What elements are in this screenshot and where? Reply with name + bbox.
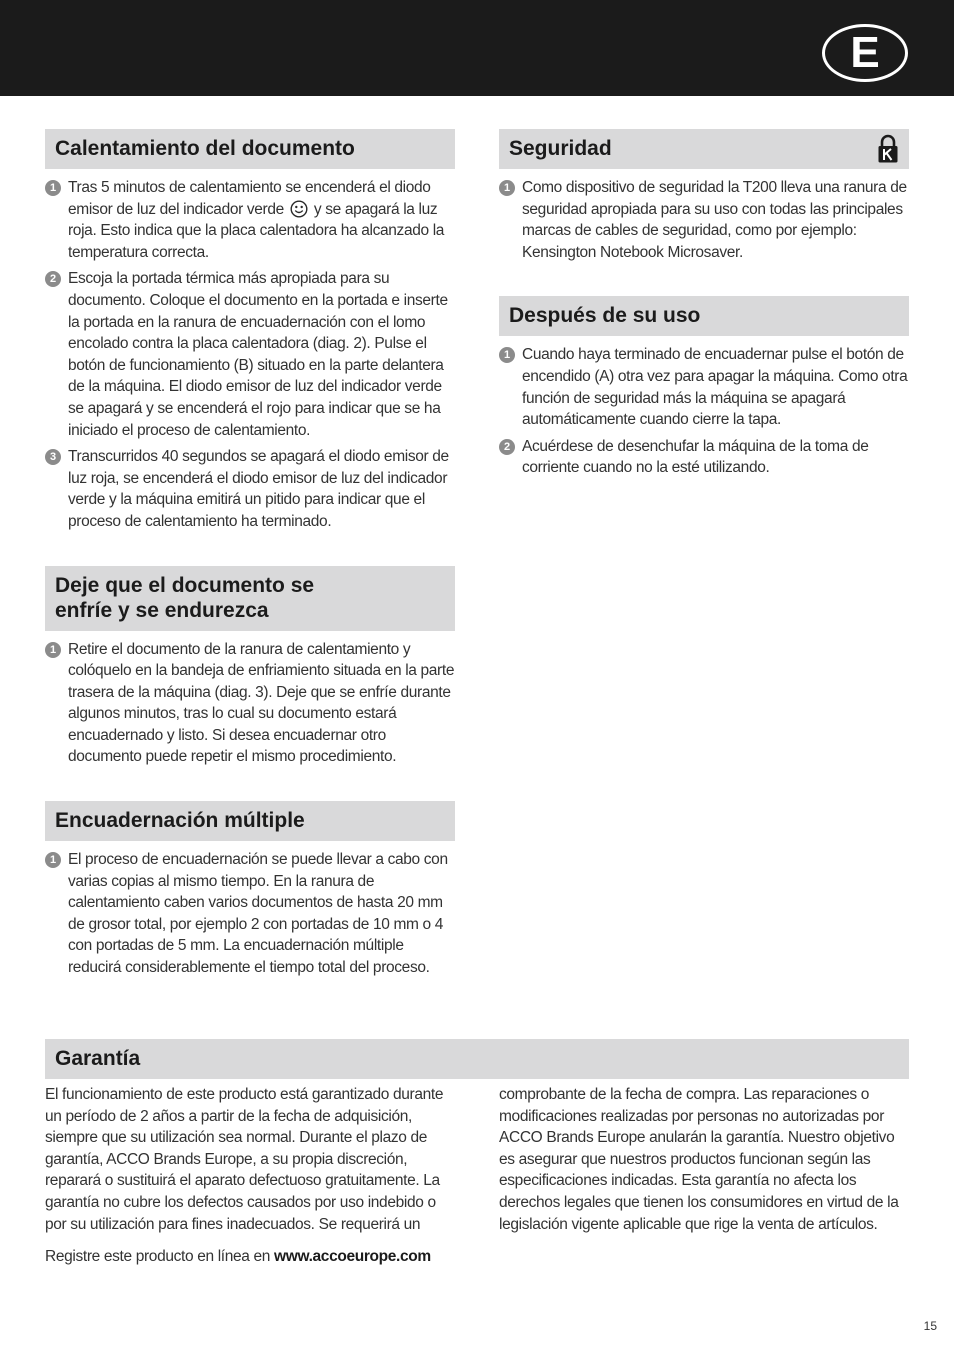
step-number-badge: 1 (499, 347, 515, 363)
step-item (45, 849, 455, 979)
section-title-encuadernacion-multiple: Encuadernación múltiple (45, 801, 455, 841)
header-bar (0, 0, 954, 96)
section-title-line: enfríe y se endurezca (55, 598, 269, 622)
step-text: Acuérdese de desenchufar la máquina de la toma de corriente cuando no la esté utilizando. (522, 437, 869, 477)
step-number-badge: 2 (499, 439, 515, 455)
step-list (499, 177, 909, 263)
register-line (45, 1246, 545, 1268)
kensington-lock-icon (877, 134, 899, 164)
section-title-line: Deje que el documento se (55, 573, 315, 597)
right-column (499, 129, 909, 484)
step-number-badge: 1 (499, 180, 515, 196)
step-item (499, 177, 909, 263)
page-number: 15 (923, 1319, 937, 1333)
section-title-text: Seguridad (509, 137, 612, 160)
step-text: Retire el documento de la ranura de calentamiento y colóquelo en la bandeja de enfriamiento situada en la parte trasera de la máquina (diag. 3). Deje que se enfríe durante algunos minutos, tras lo cual su documento estará encuadernado y listo. Si desea encuadernar otro documento puede repetir el mismo procedimiento. (68, 640, 455, 766)
step-number-badge: 2 (45, 271, 61, 287)
step-item (45, 268, 455, 441)
step-text: Cuando haya terminado de encuadernar pulse el botón de encendido (A) otra vez para apagar la máquina. Como otra función de seguridad más la máquina se apagará automáticamente cuando cierre la tapa. (522, 346, 908, 429)
step-list (45, 639, 455, 769)
step-text: Como dispositivo de seguridad la T200 lleva una ranura de seguridad apropiada para su uso con todas las principales marcas de cables de seguridad, como por ejemplo: Kensington Notebook Microsaver. (522, 179, 907, 261)
step-text: Escoja la portada térmica más apropiada para su documento. Coloque el documento en la portada e inserte la portada en la ranura de encuadernación con el lomo encolado contra la placa calentadora (diag. 2). Pulse el botón de funcionamiento (B) situado en la parte delantera de la máquina. El diodo emisor de luz del indicador verde se apagará y se encenderá el rojo para indicar que se ha iniciado el proceso de calentamiento. (68, 270, 448, 439)
language-badge: E (822, 24, 908, 82)
register-text: Registre este producto en línea en (45, 1248, 271, 1265)
step-item (45, 446, 455, 532)
smiley-icon (290, 200, 308, 218)
step-list (45, 849, 455, 979)
section-title-despues-uso: Después de su uso (499, 296, 909, 336)
step-item (499, 436, 909, 479)
step-number-badge: 1 (45, 642, 61, 658)
step-item (45, 177, 455, 263)
section-title-garantia: Garantía (45, 1039, 909, 1079)
step-list (499, 344, 909, 479)
left-column (45, 129, 455, 984)
step-item (499, 344, 909, 430)
garantia-text-left: El funcionamiento de este producto está garantizado durante un período de 2 años a partir de la fecha de adquisición, siempre que su utilización sea normal. Durante el plazo de garantía, ACCO Brands Europe, a su propia discreción, reparará o sustituirá el aparato defectuoso gratuitamente. La garantía no cubre los defectos causados por uso indebido o por su utilización para fines inadecuados. Se requerirá un (45, 1086, 444, 1233)
section-title-calentamiento: Calentamiento del documento (45, 129, 455, 169)
step-text: Tras 5 minutos de calentamiento se encenderá el diodo emisor de luz del indicador verde (68, 179, 431, 218)
step-text: Transcurridos 40 segundos se apagará el diodo emisor de luz roja, se encenderá el diodo emisor de luz del indicador verde y la máquina emitirá un pitido para indicar que el proceso de calentamiento ha terminado. (68, 448, 449, 530)
garantia-text-right: comprobante de la fecha de compra. Las reparaciones o modificaciones realizadas por personas no autorizadas por ACCO Brands Europe anularán la garantía. Nuestro objetivo es asegurar que nuestros productos funcionan según las especificaciones indicadas. Esta garantía no afecta los derechos legales que tienen los consumidores en virtud de la legislación vigente aplicable que rige la venta de artículos. (499, 1086, 899, 1233)
step-item (45, 639, 455, 769)
section-title-seguridad (499, 129, 909, 169)
register-link[interactable]: www.accoeurope.com (274, 1248, 431, 1265)
section-title-deje-enfriar (45, 566, 455, 631)
step-text: y se apagará la luz roja. Esto indica que la placa calentadora ha alcanzado la temperatura correcta. (68, 200, 445, 261)
step-number-badge: 1 (45, 180, 61, 196)
step-number-badge: 3 (45, 449, 61, 465)
step-number-badge: 1 (45, 852, 61, 868)
step-list (45, 177, 455, 533)
step-text: El proceso de encuadernación se puede llevar a cabo con varias copias al mismo tiempo. En la ranura de calentamiento caben varios documentos de hasta 20 mm de grosor total, por ejemplo 2 con portadas de 10 mm o 4 con portadas de 5 mm. La encuadernación múltiple reducirá considerablemente el tiempo total del proceso. (68, 851, 448, 977)
